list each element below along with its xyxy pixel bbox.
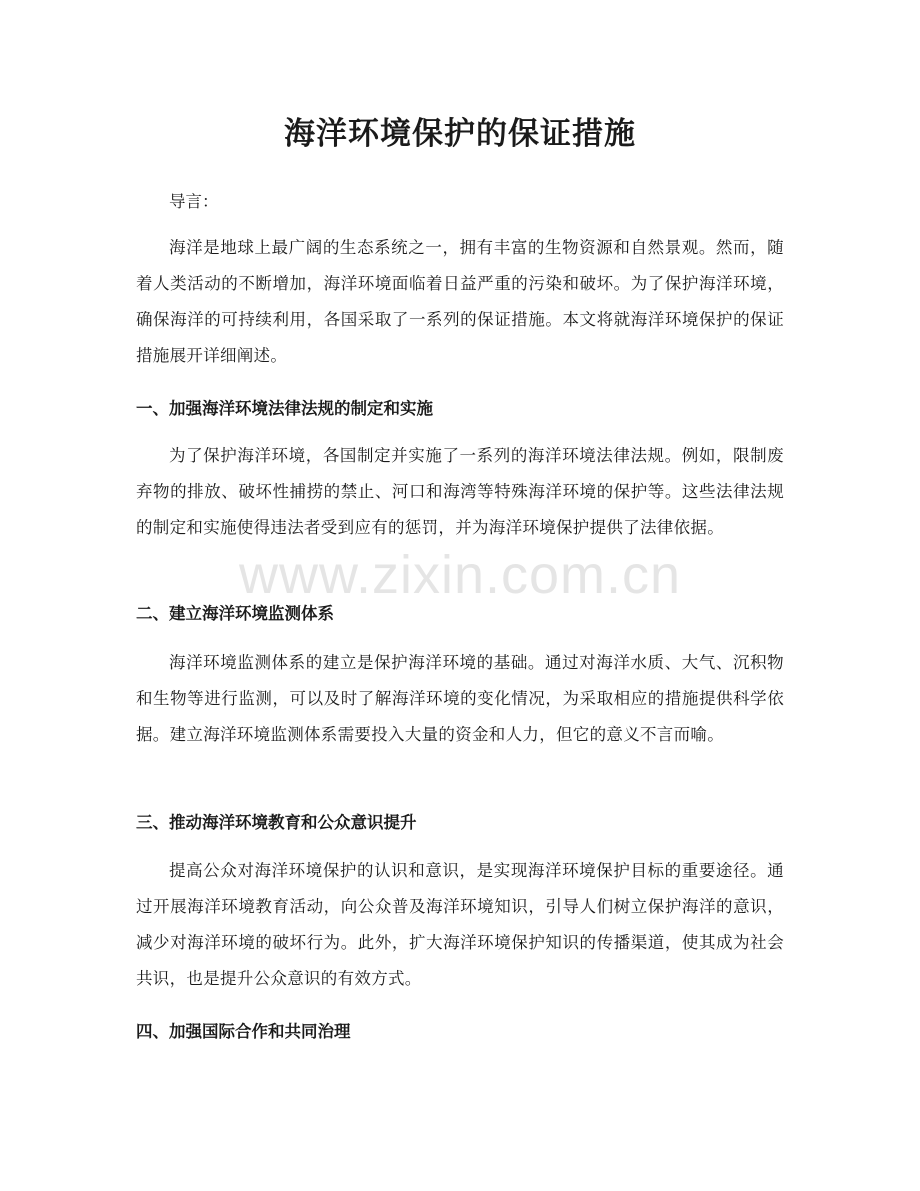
intro-label: 导言： bbox=[169, 192, 219, 211]
section-heading-2: 二、建立海洋环境监测体系 bbox=[136, 604, 334, 623]
document-title: 海洋环境保护的保证措施 bbox=[284, 116, 636, 152]
section-heading-1: 一、加强海洋环境法律法规的制定和实施 bbox=[136, 399, 433, 418]
intro-paragraph: 海洋是地球上最广阔的生态系统之一，拥有丰富的生物资源和自然景观。然而，随着人类活动的不断增加，海洋环境面临着日益严重的污染和破坏。为了保护海洋环境，确保海洋的可持续利用，各国采取了一系列的保证措施。本文将就海洋环境保护的保证措施展开详细阐述。 bbox=[136, 238, 784, 365]
section-heading-4: 四、加强国际合作和共同治理 bbox=[136, 1022, 351, 1041]
section-paragraph-3: 提高公众对海洋环境保护的认识和意识，是实现海洋环境保护目标的重要途径。通过开展海洋环境教育活动，向公众普及海洋环境知识，引导人们树立保护海洋的意识，减少对海洋环境的破坏行为。此外，扩大海洋环境保护知识的传播渠道，使其成为社会共识，也是提升公众意识的有效方式。 bbox=[136, 861, 784, 988]
section-heading-3: 三、推动海洋环境教育和公众意识提升 bbox=[136, 813, 417, 832]
section-paragraph-1: 为了保护海洋环境，各国制定并实施了一系列的海洋环境法律法规。例如，限制废弃物的排放、破坏性捕捞的禁止、河口和海湾等特殊海洋环境的保护等。这些法律法规的制定和实施使得违法者受到应有的惩罚，并为海洋环境保护提供了法律依据。 bbox=[136, 446, 784, 537]
watermark-text: www.zixin.com.cn bbox=[238, 545, 682, 605]
section-paragraph-2: 海洋环境监测体系的建立是保护海洋环境的基础。通过对海洋水质、大气、沉积物和生物等进行监测，可以及时了解海洋环境的变化情况，为采取相应的措施提供科学依据。建立海洋环境监测体系需要投入大量的资金和人力，但它的意义不言而喻。 bbox=[136, 653, 784, 744]
